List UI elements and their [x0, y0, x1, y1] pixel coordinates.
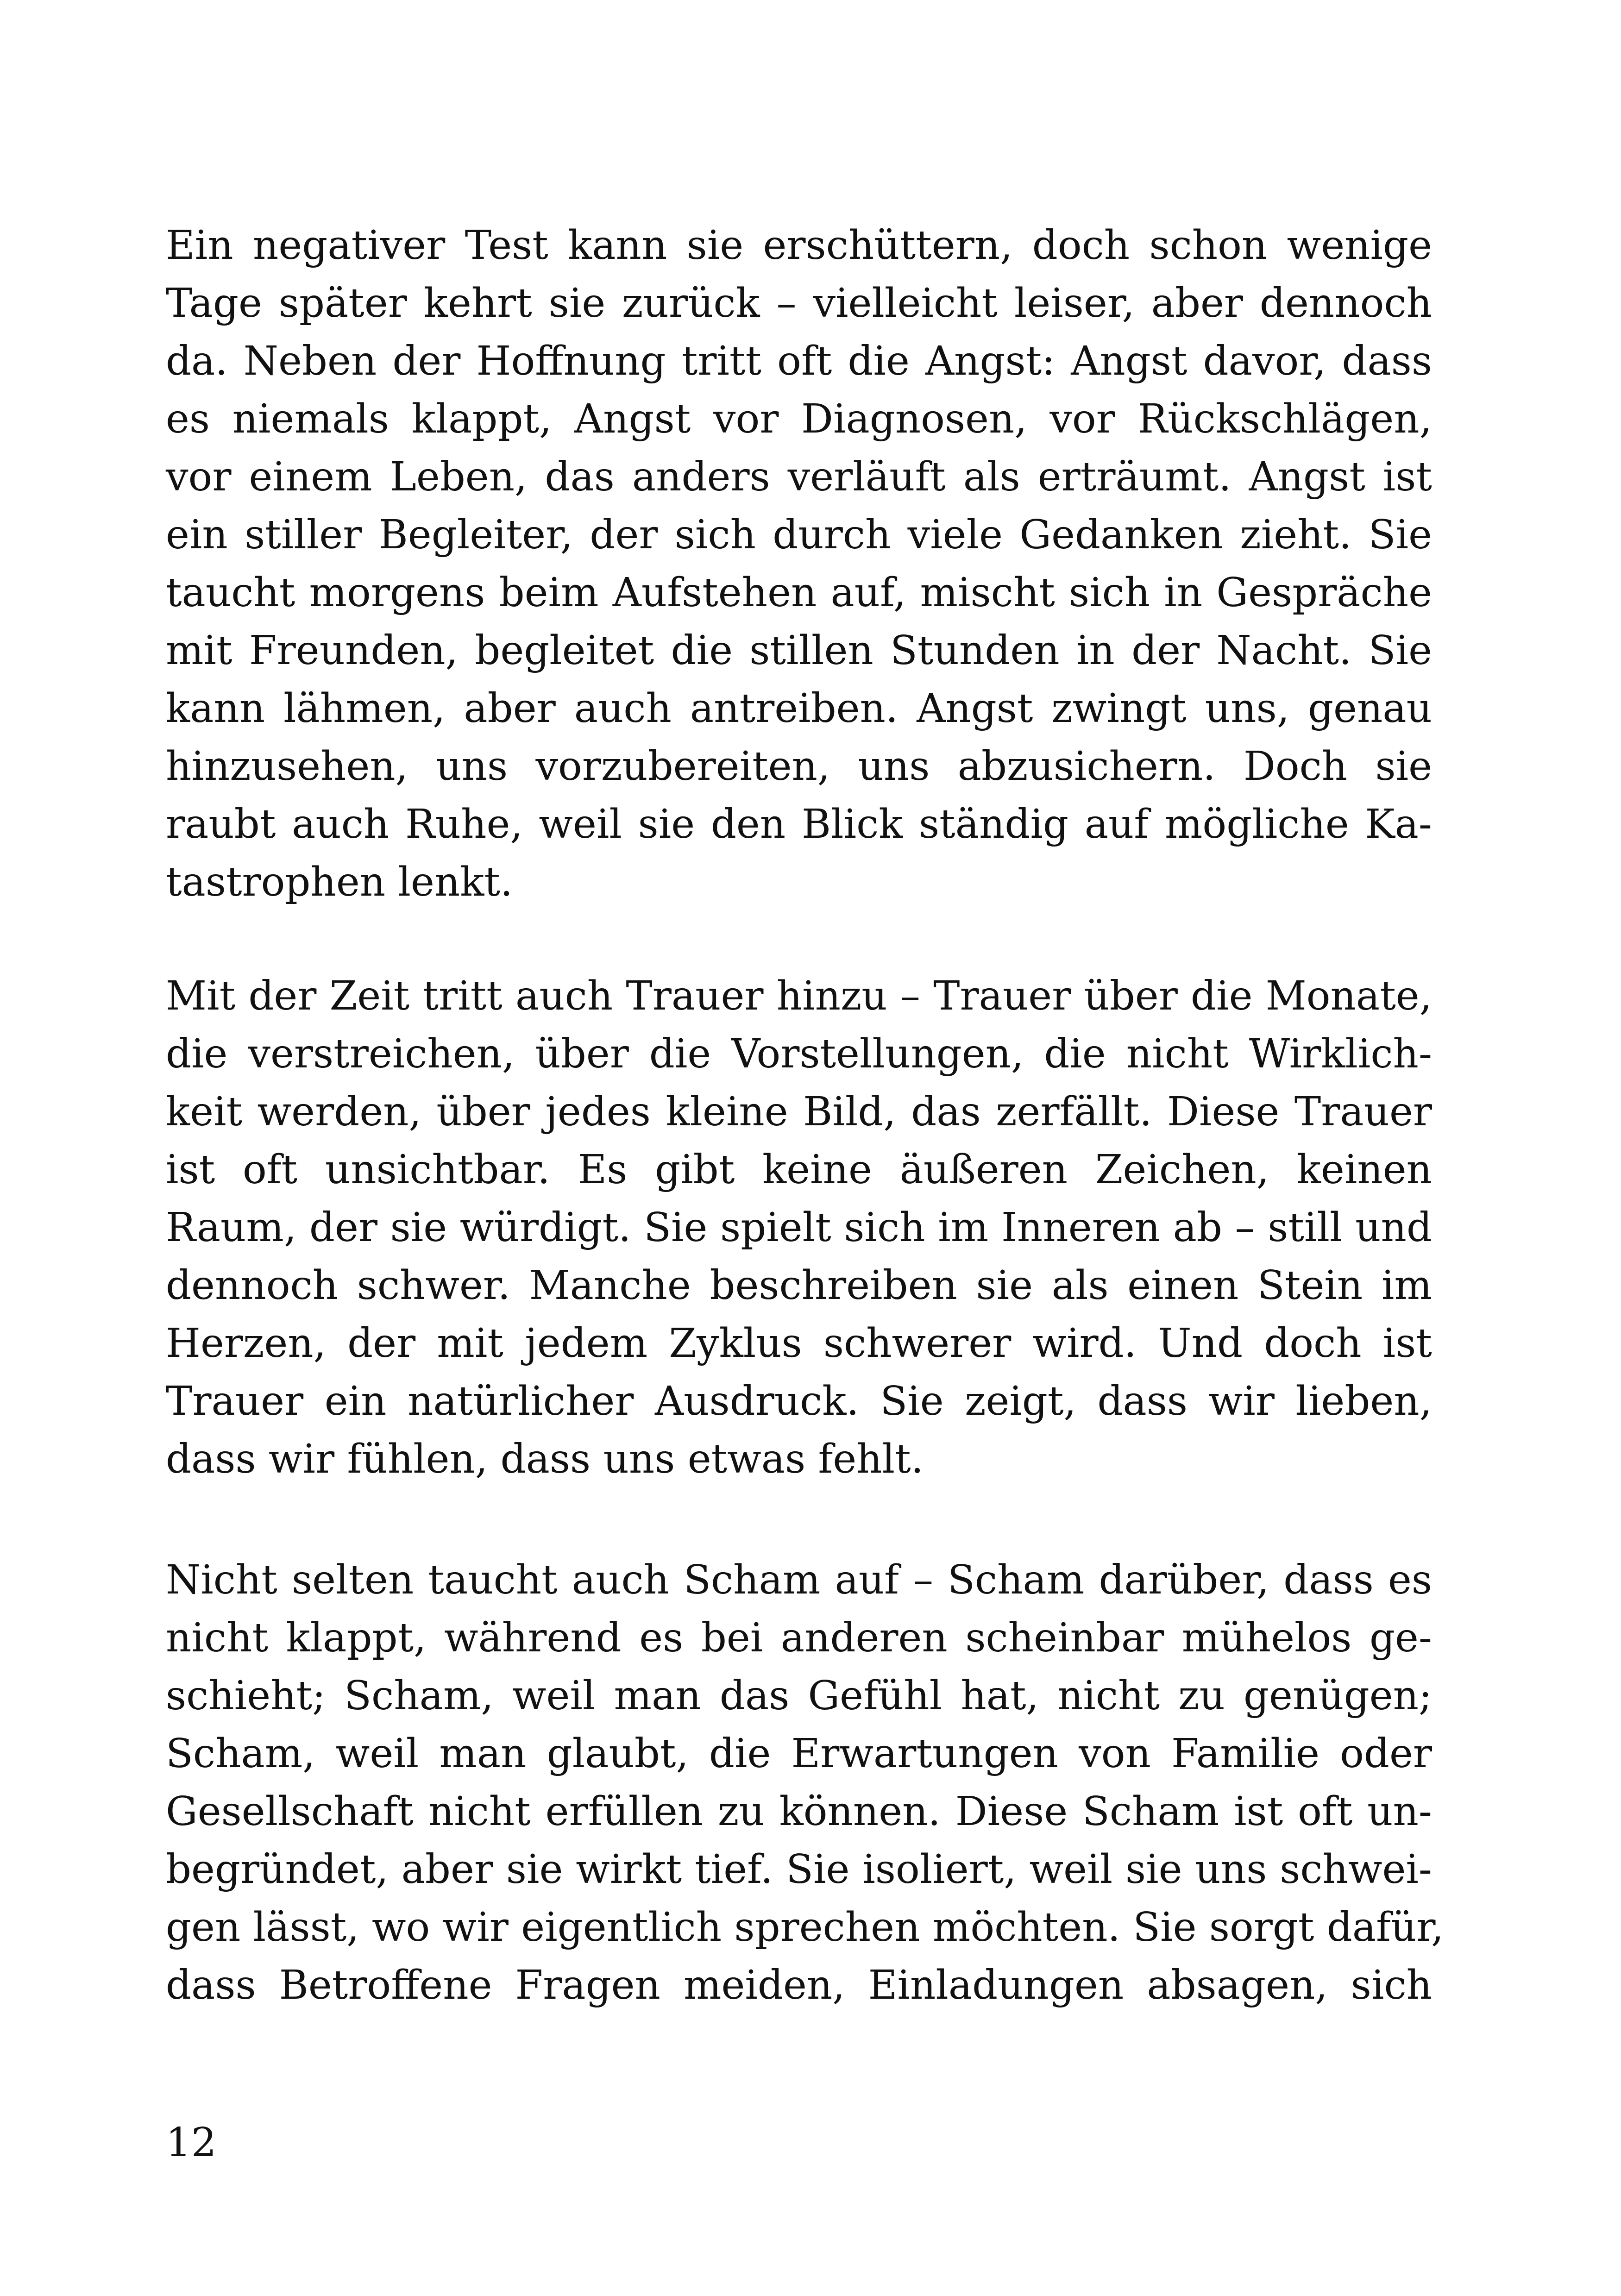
text-line: hinzusehen, uns vorzubereiten, uns abzusichern. Doch sie	[166, 743, 1432, 790]
page-number: 12	[166, 2120, 217, 2166]
text-line: schieht; Scham, weil man das Gefühl hat, nicht zu genügen;	[166, 1673, 1432, 1719]
text-line: taucht morgens beim Aufstehen auf, mischt sich in Gespräche	[166, 570, 1432, 616]
text-line: Nicht selten taucht auch Scham auf – Scham darüber, dass es	[166, 1557, 1432, 1603]
text-line: raubt auch Ruhe, weil sie den Blick ständig auf mögliche Ka-	[166, 801, 1432, 847]
text-line: ein stiller Begleiter, der sich durch viele Gedanken zieht. Sie	[166, 512, 1432, 558]
text-line: Trauer ein natürlicher Ausdruck. Sie zeigt, dass wir lieben,	[166, 1378, 1432, 1424]
text-line: Raum, der sie würdigt. Sie spielt sich im Inneren ab – still und	[166, 1204, 1432, 1251]
text-line: Tage später kehrt sie zurück – vielleicht leiser, aber dennoch	[166, 280, 1432, 326]
text-line: kann lähmen, aber auch antreiben. Angst zwingt uns, genau	[166, 685, 1432, 732]
paragraph-1	[166, 217, 1432, 911]
paragraph-2	[166, 967, 1432, 1488]
text-line: mit Freunden, begleitet die stillen Stunden in der Nacht. Sie	[166, 627, 1432, 674]
text-line: Ein negativer Test kann sie erschüttern, doch schon wenige	[166, 222, 1432, 269]
text-line: es niemals klappt, Angst vor Diagnosen, vor Rückschlägen,	[166, 396, 1432, 442]
text-line: da. Neben der Hoffnung tritt oft die Angst: Angst davor, dass	[166, 338, 1432, 384]
text-line: keit werden, über jedes kleine Bild, das zerfällt. Diese Trauer	[166, 1089, 1432, 1135]
text-line: dass Betroffene Fragen meiden, Einladungen absagen, sich	[166, 1962, 1432, 2008]
text-line: dass wir fühlen, dass uns etwas fehlt.	[166, 1436, 924, 1482]
text-line: ist oft unsichtbar. Es gibt keine äußeren Zeichen, keinen	[166, 1147, 1432, 1193]
text-line: gen lässt, wo wir eigentlich sprechen möchten. Sie sorgt dafür,	[166, 1904, 1444, 1951]
text-line: Scham, weil man glaubt, die Erwartungen von Familie oder	[166, 1731, 1432, 1777]
text-line: die verstreichen, über die Vorstellungen, die nicht Wirklich-	[166, 1031, 1432, 1077]
text-line: begründet, aber sie wirkt tief. Sie isoliert, weil sie uns schwei-	[166, 1846, 1432, 1893]
text-line: dennoch schwer. Manche beschreiben sie als einen Stein im	[166, 1262, 1432, 1309]
text-line: vor einem Leben, das anders verläuft als erträumt. Angst ist	[166, 454, 1432, 500]
text-line: Gesellschaft nicht erfüllen zu können. Diese Scham ist oft un-	[166, 1788, 1432, 1835]
paragraph-3	[166, 1551, 1444, 2014]
text-line: Mit der Zeit tritt auch Trauer hinzu – Trauer über die Monate,	[166, 973, 1432, 1019]
text-line: Herzen, der mit jedem Zyklus schwerer wird. Und doch ist	[166, 1320, 1432, 1367]
text-line: nicht klappt, während es bei anderen scheinbar mühelos ge-	[166, 1615, 1432, 1661]
text-line: tastrophen lenkt.	[166, 859, 513, 905]
